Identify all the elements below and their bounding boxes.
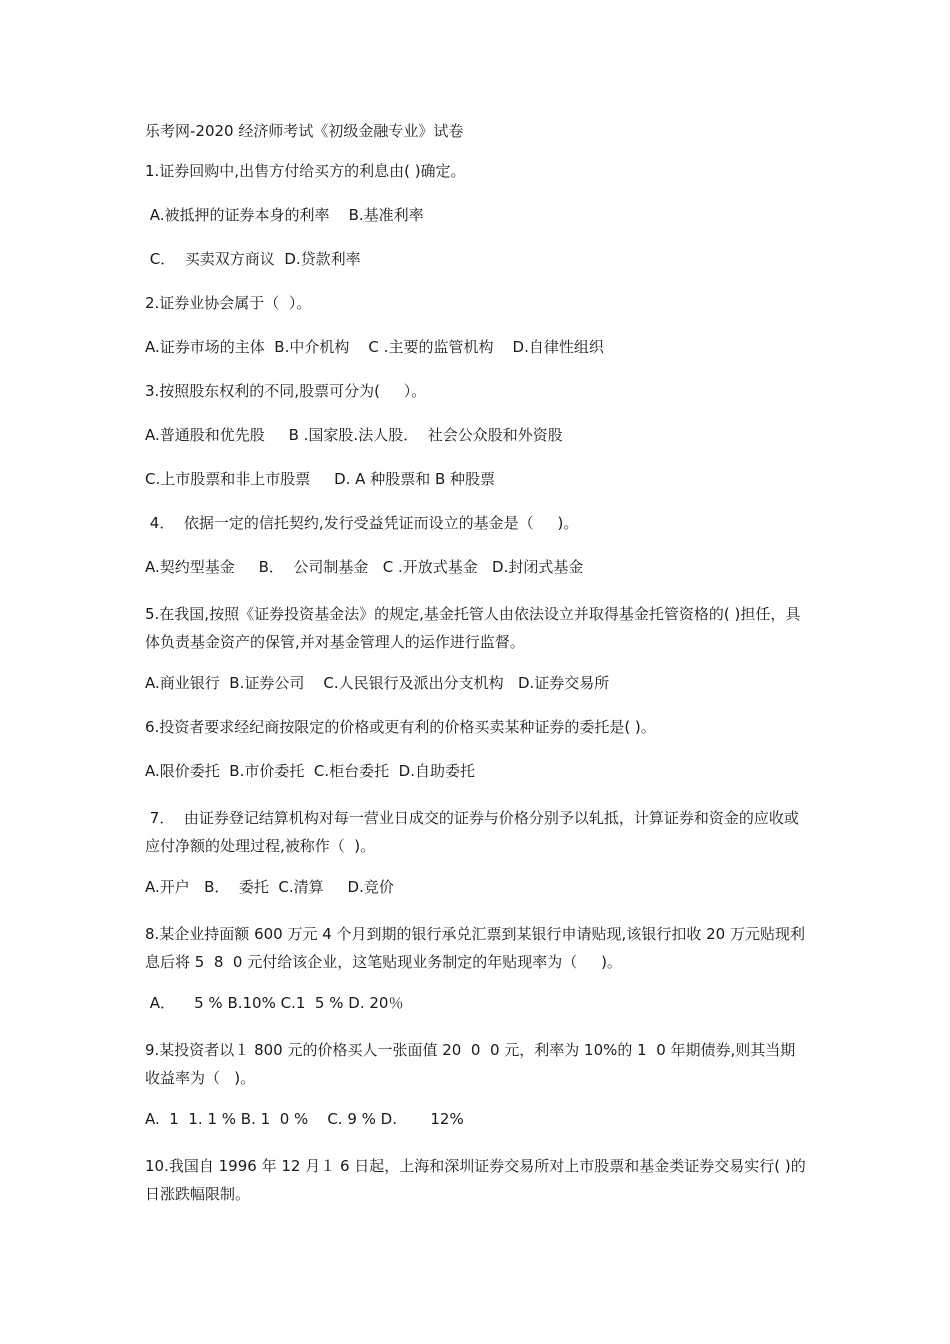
question-9-options-line-1: A. 1 1. 1 % B. 1 0 % C. 9 % D. 12%: [145, 1110, 464, 1128]
question-1-options-line-1: A.被抵押的证券本身的利率 B.基准利率: [145, 206, 424, 224]
document-title: 乐考网-2020 经济师考试《初级金融专业》试卷: [145, 122, 464, 140]
document-content: [145, 120, 810, 1224]
question-4-options-line-1: A.契约型基金 B． 公司制基金 C .开放式基金 D.封闭式基金: [145, 558, 584, 576]
question-3-stem: 3.按照股东权利的不同,股票可分为( ）。: [145, 382, 427, 400]
question-5-options-line-1: A.商业银行 B.证券公司 C.人民银行及派出分支机构 D.证券交易所: [145, 674, 610, 692]
question-3-options-line-1: A.普通股和优先股 B .国家股.法人股． 社会公众股和外资股: [145, 426, 563, 444]
question-4-stem: 4． 依据一定的信托契约,发行受益凭证而设立的基金是（ )。: [145, 514, 579, 532]
question-8-stem: 8.某企业持面额 600 万元 4 个月到期的银行承兑汇票到某银行申请贴现,该银行扣收 20 万元贴现利息后将 5 8 0 元付给该企业，这笔贴现业务制定的年贴现率为（ )。: [145, 925, 805, 971]
question-7-options-line-1: A.开户 B． 委托 C.清算 D.竞价: [145, 878, 394, 896]
question-1-options-line-2: C． 买卖双方商议 D.贷款利率: [145, 250, 361, 268]
question-9-stem: 9.某投资者以１ 800 元的价格买人一张面值 20 0 0 元，利率为 10%的 1 0 年期债券,则其当期收益率为（ )。: [145, 1041, 796, 1087]
question-6-stem: 6.投资者要求经纪商按限定的价格或更有利的价格买卖某种证券的委托是( )。: [145, 718, 656, 736]
question-1-stem: 1.证券回购中,出售方付给买方的利息由( )确定。: [145, 162, 466, 180]
question-7-stem: 7． 由证券登记结算机构对每一营业日成交的证券与价格分别予以轧抵，计算证券和资金的应收或应付净额的处理过程,被称作（ )。: [145, 809, 799, 855]
question-8-options-line-1: A． 5 % B.10% C.1 5 % D. 20％: [145, 994, 404, 1012]
question-2-stem: 2.证券业协会属于（ ）。: [145, 294, 312, 312]
question-5-stem: 5.在我国,按照《证券投资基金法》的规定,基金托管人由依法设立并取得基金托管资格的( )担任，具体负责基金资产的保管,并对基金管理人的运作进行监督。: [145, 605, 801, 651]
question-2-options-line-1: A.证券市场的主体 B.中介机构 C .主要的监管机构 D.自律性组织: [145, 338, 604, 356]
question-3-options-line-2: C.上市股票和非上市股票 D. A 种股票和 B 种股票: [145, 470, 496, 488]
question-10-stem: 10.我国自 1996 年 12 月１ 6 日起，上海和深圳证券交易所对上市股票和基金类证券交易实行( )的日涨跌幅限制。: [145, 1157, 806, 1203]
question-6-options-line-1: A.限价委托 B.市价委托 C.柜台委托 D.自助委托: [145, 762, 475, 780]
